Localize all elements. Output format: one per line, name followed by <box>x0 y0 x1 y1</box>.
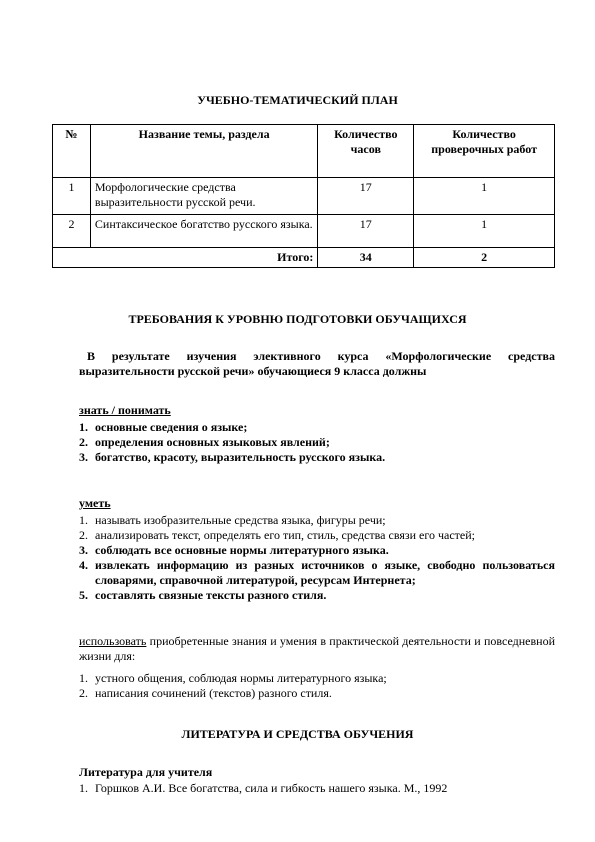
header-number: № <box>53 125 91 178</box>
list-item: 3. соблюдать все основные нормы литературного языка. <box>79 543 389 557</box>
row-number: 2 <box>53 215 91 248</box>
use-text: приобретенные знания и умения в практической деятельности и повседневной жизни для: <box>79 634 555 663</box>
plan-title: УЧЕБНО-ТЕМАТИЧЕСКИЙ ПЛАН <box>197 93 398 107</box>
table-row <box>53 215 555 248</box>
total-label: Итого: <box>53 248 318 268</box>
total-hours: 34 <box>318 248 414 268</box>
list-item: 5. составлять связные тексты разного стиля. <box>79 588 327 602</box>
use-list <box>79 671 555 701</box>
know-list <box>79 420 555 465</box>
row-number: 1 <box>53 178 91 215</box>
literature-title: ЛИТЕРАТУРА И СРЕДСТВА ОБУЧЕНИЯ <box>181 727 414 741</box>
list-item: 2. анализировать текст, определять его тип, стиль, средства связи его частей; <box>79 528 475 542</box>
table-total-row <box>53 248 555 268</box>
list-item: 4. извлекать информацию из разных источников о языке, свободно пользоваться словарями, справочной литературой, ресурсам Интернета; <box>79 558 555 587</box>
teacher-literature-list <box>79 781 555 796</box>
header-topic: Название темы, раздела <box>90 125 317 178</box>
use-heading: использовать <box>79 634 147 648</box>
table-row <box>53 178 555 215</box>
list-item: 1. основные сведения о языке; <box>79 420 248 434</box>
total-works: 2 <box>414 248 555 268</box>
table-header-row <box>53 125 555 178</box>
row-works: 1 <box>414 215 555 248</box>
list-item: 1. устного общения, соблюдая нормы литературного языка; <box>79 671 387 685</box>
teacher-literature-heading: Литература для учителя <box>79 765 213 779</box>
plan-table <box>52 124 555 268</box>
list-item: 2. определения основных языковых явлений; <box>79 435 330 449</box>
requirements-title: ТРЕБОВАНИЯ К УРОВНЮ ПОДГОТОВКИ ОБУЧАЩИХСЯ <box>128 312 467 326</box>
row-hours: 17 <box>318 215 414 248</box>
row-topic: Морфологические средства выразительности русской речи. <box>90 178 317 215</box>
intro-paragraph: В результате изучения элективного курса «Морфологические средства выразительности русской речи» обучающиеся 9 класса должны <box>79 349 555 378</box>
list-item: 2. написания сочинений (текстов) разного стиля. <box>79 686 332 700</box>
can-heading: уметь <box>79 496 111 510</box>
row-works: 1 <box>414 178 555 215</box>
header-hours: Количество часов <box>318 125 414 178</box>
row-hours: 17 <box>318 178 414 215</box>
use-paragraph <box>79 634 555 664</box>
list-item: 3. богатство, красоту, выразительность русского языка. <box>79 450 386 464</box>
can-list <box>79 513 555 603</box>
know-heading: знать / понимать <box>79 403 171 417</box>
list-item: 1. Горшков А.И. Все богатства, сила и гибкость нашего языка. М., 1992 <box>79 781 448 795</box>
header-works: Количество проверочных работ <box>414 125 555 178</box>
row-topic: Синтаксическое богатство русского языка. <box>90 215 317 248</box>
list-item: 1. называть изобразительные средства языка, фигуры речи; <box>79 513 386 527</box>
